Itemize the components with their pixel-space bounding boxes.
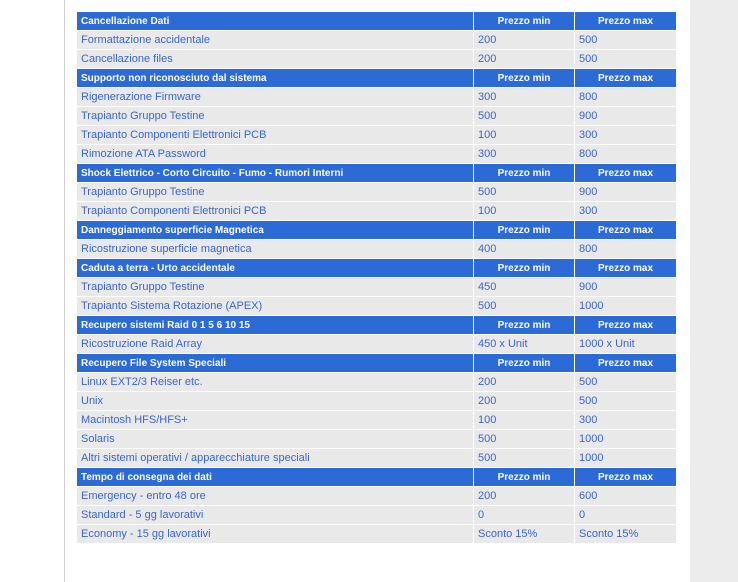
- max-price: 0: [575, 506, 676, 524]
- max-price-header: Prezzo max: [575, 12, 676, 30]
- section-header-row: [77, 12, 676, 30]
- min-price: 0: [474, 506, 574, 524]
- max-price: 500: [575, 50, 676, 68]
- table-row: [77, 487, 676, 505]
- min-price: 100: [474, 202, 574, 220]
- table-row: [77, 126, 676, 144]
- section-header-row: [77, 259, 676, 277]
- section-header-row: [77, 468, 676, 486]
- min-price: 200: [474, 392, 574, 410]
- max-price-header: Prezzo max: [575, 164, 676, 182]
- service-name: Altri sistemi operativi / apparecchiature speciali: [77, 449, 473, 467]
- service-name: Emergency - entro 48 ore: [77, 487, 473, 505]
- min-price: 200: [474, 487, 574, 505]
- min-price: 450: [474, 278, 574, 296]
- max-price: 500: [575, 392, 676, 410]
- max-price: 900: [575, 183, 676, 201]
- section-header-row: [77, 316, 676, 334]
- min-price-header: Prezzo min: [474, 316, 574, 334]
- service-name: Trapianto Sistema Rotazione (APEX): [77, 297, 473, 315]
- max-price: 300: [575, 126, 676, 144]
- table-row: [77, 107, 676, 125]
- section-title: Shock Elettrico - Corto Circuito - Fumo - Rumori Interni: [77, 164, 473, 182]
- table-row: [77, 449, 676, 467]
- min-price: 500: [474, 107, 574, 125]
- min-price: Sconto 15%: [474, 525, 574, 543]
- section-title: Caduta a terra - Urto accidentale: [77, 259, 473, 277]
- min-price: 200: [474, 50, 574, 68]
- service-name: Formattazione accidentale: [77, 31, 473, 49]
- min-price-header: Prezzo min: [474, 468, 574, 486]
- min-price: 450 x Unit: [474, 335, 574, 353]
- table-row: [77, 392, 676, 410]
- max-price: 900: [575, 278, 676, 296]
- service-name: Solaris: [77, 430, 473, 448]
- min-price-header: Prezzo min: [474, 221, 574, 239]
- service-name: Trapianto Gruppo Testine: [77, 278, 473, 296]
- service-name: Economy - 15 gg lavorativi: [77, 525, 473, 543]
- table-row: [77, 183, 676, 201]
- max-price: 300: [575, 202, 676, 220]
- max-price-header: Prezzo max: [575, 259, 676, 277]
- max-price: 900: [575, 107, 676, 125]
- min-price: 300: [474, 88, 574, 106]
- min-price: 100: [474, 411, 574, 429]
- price-table: [76, 11, 677, 544]
- max-price-header: Prezzo max: [575, 221, 676, 239]
- service-name: Rimozione ATA Password: [77, 145, 473, 163]
- table-row: [77, 145, 676, 163]
- min-price: 200: [474, 373, 574, 391]
- section-header-row: [77, 221, 676, 239]
- min-price: 200: [474, 31, 574, 49]
- service-name: Cancellazione files: [77, 50, 473, 68]
- table-row: [77, 411, 676, 429]
- min-price: 400: [474, 240, 574, 258]
- min-price: 500: [474, 449, 574, 467]
- max-price: 300: [575, 411, 676, 429]
- service-name: Standard - 5 gg lavorativi: [77, 506, 473, 524]
- service-name: Trapianto Gruppo Testine: [77, 107, 473, 125]
- service-name: Trapianto Componenti Elettronici PCB: [77, 202, 473, 220]
- service-name: Ricostruzione Raid Array: [77, 335, 473, 353]
- min-price-header: Prezzo min: [474, 69, 574, 87]
- right-side-panel: [690, 0, 738, 582]
- table-row: [77, 240, 676, 258]
- min-price: 500: [474, 183, 574, 201]
- service-name: Macintosh HFS/HFS+: [77, 411, 473, 429]
- section-title: Tempo di consegna dei dati: [77, 468, 473, 486]
- min-price-header: Prezzo min: [474, 164, 574, 182]
- section-title: Danneggiamento superficie Magnetica: [77, 221, 473, 239]
- max-price: Sconto 15%: [575, 525, 676, 543]
- max-price: 1000: [575, 449, 676, 467]
- service-name: Rigenerazione Firmware: [77, 88, 473, 106]
- min-price: 100: [474, 126, 574, 144]
- section-title: Supporto non riconosciuto dal sistema: [77, 69, 473, 87]
- table-row: [77, 31, 676, 49]
- max-price-header: Prezzo max: [575, 354, 676, 372]
- min-price: 500: [474, 430, 574, 448]
- max-price: 500: [575, 31, 676, 49]
- min-price: 300: [474, 145, 574, 163]
- max-price: 800: [575, 88, 676, 106]
- service-name: Linux EXT2/3 Reiser etc.: [77, 373, 473, 391]
- content-left-border: [64, 0, 65, 582]
- min-price-header: Prezzo min: [474, 354, 574, 372]
- max-price-header: Prezzo max: [575, 316, 676, 334]
- min-price-header: Prezzo min: [474, 12, 574, 30]
- max-price-header: Prezzo max: [575, 69, 676, 87]
- section-title: Cancellazione Dati: [77, 12, 473, 30]
- service-name: Unix: [77, 392, 473, 410]
- min-price: 500: [474, 297, 574, 315]
- table-row: [77, 373, 676, 391]
- max-price: 1000: [575, 430, 676, 448]
- table-row: [77, 525, 676, 543]
- section-title: Recupero sistemi Raid 0 1 5 6 10 15: [77, 316, 473, 334]
- max-price: 1000 x Unit: [575, 335, 676, 353]
- table-row: [77, 202, 676, 220]
- max-price: 800: [575, 240, 676, 258]
- table-row: [77, 430, 676, 448]
- max-price-header: Prezzo max: [575, 468, 676, 486]
- service-name: Trapianto Componenti Elettronici PCB: [77, 126, 473, 144]
- max-price: 600: [575, 487, 676, 505]
- service-name: Ricostruzione superficie magnetica: [77, 240, 473, 258]
- max-price: 800: [575, 145, 676, 163]
- section-header-row: [77, 69, 676, 87]
- section-title: Recupero File System Speciali: [77, 354, 473, 372]
- price-table-body: [77, 12, 676, 543]
- table-row: [77, 297, 676, 315]
- table-row: [77, 278, 676, 296]
- section-header-row: [77, 164, 676, 182]
- table-row: [77, 88, 676, 106]
- table-row: [77, 506, 676, 524]
- table-row: [77, 335, 676, 353]
- max-price: 1000: [575, 297, 676, 315]
- min-price-header: Prezzo min: [474, 259, 574, 277]
- table-row: [77, 50, 676, 68]
- section-header-row: [77, 354, 676, 372]
- max-price: 500: [575, 373, 676, 391]
- service-name: Trapianto Gruppo Testine: [77, 183, 473, 201]
